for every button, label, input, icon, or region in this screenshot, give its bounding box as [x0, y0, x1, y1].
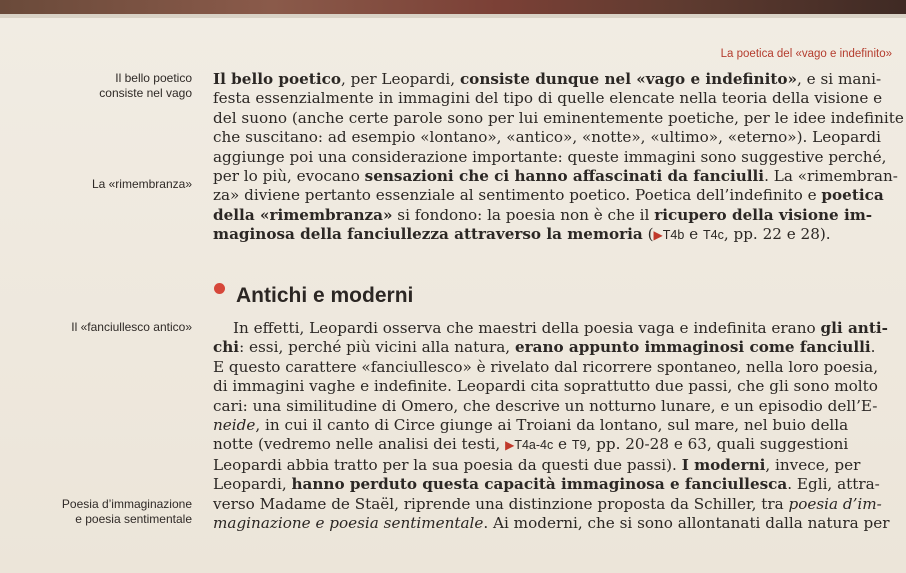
text-line: In effetti, Leopardi osserva che maestri della poesia vaga e indefinita erano gli anti- [233, 319, 888, 337]
margin-note-poesia: Poesia d’immaginazione e poesia sentimentale [61, 497, 192, 526]
photo-top-strip [0, 0, 906, 14]
text-line: che suscitano: ad esempio «lontano», «antico», «notte», «ultimo», «eterno»). Leopardi [213, 128, 881, 147]
arrow-icon: ▶ [505, 438, 515, 453]
text-line: Leopardi, hanno perduto questa capacità immaginosa e fanciullesca. Egli, attra- [213, 475, 880, 494]
text-line: verso Madame de Staël, riprende una distinzione proposta da Schiller, tra poesia d’im- [213, 494, 882, 513]
text-reference-link[interactable]: T4b [662, 228, 685, 243]
section-bullet-icon [214, 283, 225, 294]
text-reference-link[interactable]: T4c [702, 228, 724, 243]
section-heading: Antichi e moderni [236, 284, 414, 307]
running-head: La poetica del «vago e indefinito» [720, 48, 892, 60]
text-line: E questo carattere «fanciullesco» è rivelato dal ricorrere spontaneo, nella loro poesia, [213, 357, 879, 376]
text-line: chi: essi, perché più vicini alla natura, erano appunto immaginosi come fanciulli. [213, 338, 876, 357]
paragraph-antichi-moderni [213, 319, 890, 533]
text-reference-link[interactable]: T4a-4c [514, 438, 554, 453]
text-line: za» diviene pertanto essenziale al sentimento poetico. Poetica dell’indefinito e poetica [213, 186, 884, 205]
text-line: cari: una similitudine di Omero, che descrive un notturno lunare, e un episodio dell’E- [213, 396, 878, 415]
text-line: maginosa della fanciullezza attraverso la memoria (▶T4b e T4c, pp. 22 e 28). [213, 225, 831, 244]
text-line: maginazione e poesia sentimentale. Ai moderni, che si sono allontanati dalla natura per [213, 514, 890, 533]
text-reference-link[interactable]: T9 [571, 438, 587, 453]
text-line: notte (vedremo nelle analisi dei testi, ▶T4a-4c e T9, pp. 20-28 e 63, quali suggestioni [213, 435, 849, 454]
text-line: Leopardi abbia tratto per la sua poesia da questi due passi). I moderni, invece, per [213, 455, 861, 474]
text-line: del suono (anche certe parole sono per lui eminentemente poetiche, per le idee indefinite [213, 108, 904, 127]
text-line: per lo più, evocano sensazioni che ci hanno affascinati da fanciulli. La «rimembran- [213, 167, 898, 186]
arrow-icon: ▶ [653, 228, 663, 243]
text-line: neide, in cui il canto di Circe giunge ai Troiani da lontano, sul mare, nel buio della [213, 416, 849, 435]
margin-note-rimembranza: La «rimembranza» [91, 177, 192, 191]
text-line: di immagini vaghe e indefinite. Leopardi cita soprattutto due passi, che gli sono molto [213, 377, 878, 396]
text-line: festa essenzialmente in immagini del tipo di quelle elencate nella teoria della visione e [213, 89, 883, 108]
text-line: aggiunge poi una considerazione importante: queste immagini sono suggestive perché, [213, 147, 887, 166]
text-line: della «rimembranza» si fondono: la poesia non è che il ricupero della visione im- [213, 205, 873, 224]
margin-note-bello-poetico: Il bello poetico consiste nel vago [99, 71, 192, 100]
paragraph-bello-poetico [213, 70, 904, 246]
text-line: Il bello poetico, per Leopardi, consiste dunque nel «vago e indefinito», e si mani- [213, 70, 882, 88]
margin-note-fanciullesco: Il «fanciullesco antico» [71, 320, 192, 334]
